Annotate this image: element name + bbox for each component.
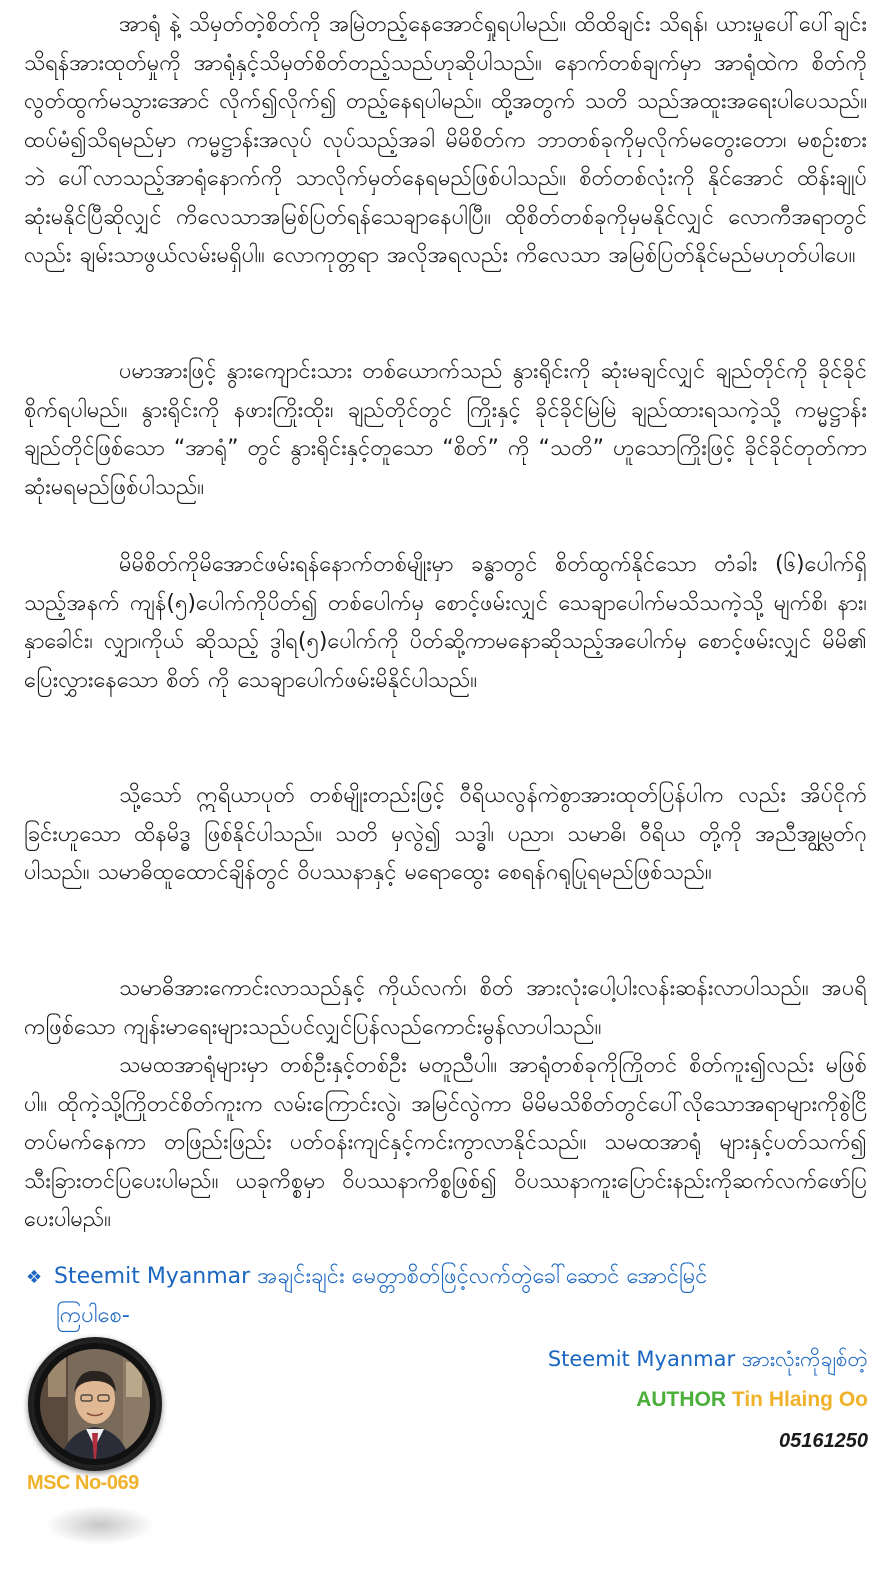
paragraph-1: အာရုံ နဲ့ သိမှတ်တဲ့စိတ်ကို အမြဲတည့်နေအောင်ရှုရပါမည်။ ထိထိချင်း သိရန်၊ ယားမှုပေါ်ပေါ်ချင်းသိရန်အားထုတ်မှုကို အာရုံနှင့်သိမှတ်စိတ်တည့်သည်ဟုဆိုပါသည်။ နောက်တစ်ချက်မှာ အာရုံထဲက စိတ်ကိုလွတ်ထွက်မသွားအောင် လိုက်၍လိုက်၍ တည့်နေရပါမည်။ ထို့အတွက် သတိ သည်အထူးအရေးပါပေသည်။ ထပ်မံ၍သိရမည်မှာ ကမ္မဋ္ဌာန်းအလုပ် လုပ်သည့်အခါ မိမိစိတ်က ဘာတစ်ခုကိုမှလိုက်မတွေးတော၊ မစဉ်းစားဘဲ ပေါ်လာသည့်အာရုံနောက်ကို သာလိုက်မှတ်နေရမည်ဖြစ်ပါသည်။ စိတ်တစ်လုံးကို နိုင်အောင် ထိန်းချုပ်ဆုံးမနိုင်ပြီဆိုလျှင် ကိလေသာအမြစ်ပြတ်ရန်သေချာနေပါပြီ။ ထိုစိတ်တစ်ခုကိုမှမနိုင်လျှင် လောကီအရာတွင်လည်း ချမ်းသာဖွယ်လမ်းမရှိပါ။ လောကုတ္တရာ အလိုအရလည်း ကိလေသာ အမြစ်ပြတ်နိုင်မည်မဟုတ်ပါပေ။: [24, 12, 867, 268]
diamond-bullet-icon: ❖: [26, 1267, 43, 1288]
article-body: [24, 6, 867, 1232]
author-id: 05161250: [779, 1430, 868, 1452]
author-line: [636, 1388, 868, 1412]
paragraph-2: ပမာအားဖြင့် နွားကျောင်းသား တစ်ယောက်သည် နွားရိုင်းကို ဆုံးမချင်လျှင် ချည်တိုင်ကို ခိုင်ခိုင်စိုက်ရပါမည်။ နွားရိုင်းကို နဖားကြိုးထိုး၊ ချည်တိုင်တွင် ကြိုးနှင့် ခိုင်ခိုင်မြဲမြဲ ချည်ထားရသကဲ့သို့ ကမ္မဋ္ဌာန်းချည်တိုင်ဖြစ်သော “အာရုံ” တွင် နွားရိုင်းနှင့်တူသော “စိတ်” ကို “သတိ” ဟူသောကြိုးဖြင့် ခိုင်ခိုင်တုတ်ကာ ဆုံးမရမည်ဖြစ်ပါသည်။: [24, 359, 867, 500]
avatar-portrait-icon: [28, 1337, 162, 1471]
paragraph-3: မိမိစိတ်ကိုမိအောင်ဖမ်းရန်နောက်တစ်မျိုးမှာ ခန္ဓာတွင် စိတ်ထွက်နိုင်သော တံခါး (၆)ပေါက်ရှိသည့်အနက် ကျန်(၅)ပေါက်ကိုပိတ်၍ တစ်ပေါက်မှ စောင့်ဖမ်းလျှင် သေချာပေါက်မသိသကဲ့သို့ မျက်စိ၊ နား၊ နှာခေါင်း၊ လျှာ၊ကိုယ် ဆိုသည့် ဒွါရ(၅)ပေါက်ကို ပိတ်ဆို့ကာမနောဆိုသည့်အပေါက်မှ စောင့်ဖမ်းလျှင် မိမိ၏ ပြေးလွှားနေသော စိတ် ကို သေချာပေါက်ဖမ်းမိနိုင်ပါသည်။: [24, 552, 867, 693]
bullet-text-line2: ကြပါစေ-: [56, 1303, 130, 1328]
author-name: Tin Hlaing Oo: [731, 1388, 868, 1411]
paragraph-5: သမာဓိအားကောင်းလာသည်နှင့် ကိုယ်လက်၊ စိတ် အားလုံးပေါ့ပါးလန်းဆန်းလာပါသည်။ အပရိကဖြစ်သော ကျန်းမာရေးများသည်ပင်လျှင်ပြန်လည်ကောင်းမွန်လာပါသည်။: [24, 976, 867, 1040]
author-avatar: [28, 1337, 162, 1471]
paragraph-6: သမထအာရုံများမှာ တစ်ဦးနှင့်တစ်ဦး မတူညီပါ။ အာရုံတစ်ခုကိုကြိုတင် စိတ်ကူး၍လည်း မဖြစ်ပါ။ ထိုကဲ့သို့ကြိုတင်စိတ်ကူးက လမ်းကြောင်းလွဲ၊ အမြင်လွဲကာ မိမိမသိစိတ်တွင်ပေါ်လိုသောအရာများကိုစွဲငြိတပ်မက်နေကာ တဖြည်းဖြည်း ပတ်ဝန်းကျင်နှင့်ကင်းကွာလာနိုင်သည်။ သမထအာရုံ များနှင့်ပတ်သက်၍ သီးခြားတင်ပြပေးပါမည်။ ယခုကိစ္စမှာ ဝိပဿနာကိစ္စဖြစ်၍ ဝိပဿနာကူးပြောင်းနည်းကိုဆက်လက်ဖော်ပြပေးပါမည်။: [24, 1053, 867, 1232]
avatar-shadow: [45, 1505, 155, 1545]
closing-bullet: [26, 1258, 869, 1335]
msc-badge: MSC No-069: [27, 1472, 139, 1494]
greeting-line: Steemit Myanmar အားလုံးကိုချစ်တဲ့: [547, 1347, 868, 1371]
author-label: AUTHOR: [636, 1388, 727, 1411]
bullet-text-line1: Steemit Myanmar အချင်းချင်း မေတ္တာစိတ်ဖြင့်လက်တွဲခေါ်ဆောင် အောင်မြင်: [54, 1264, 708, 1289]
paragraph-4: သို့သော် ဣရိယာပုတ် တစ်မျိုးတည်းဖြင့် ဝီရိယလွန်ကဲစွာအားထုတ်ပြန်ပါက လည်း အိပ်ငိုက်ခြင်းဟူသော ထိနမိဒ္ဓ ဖြစ်နိုင်ပါသည်။ သတိ မှလွဲ၍ သဒ္ဓါ၊ ပညာ၊ သမာဓိ၊ ဝီရိယ တို့ကို အညီအျွမ္လတ်ဂုပါသည်။ သမာဓိထူထောင်ချိန်တွင် ဝိပဿနာနှင့် မရောထွေး စေရန်ဂရုပြုရမည်ဖြစ်သည်။: [24, 783, 867, 885]
